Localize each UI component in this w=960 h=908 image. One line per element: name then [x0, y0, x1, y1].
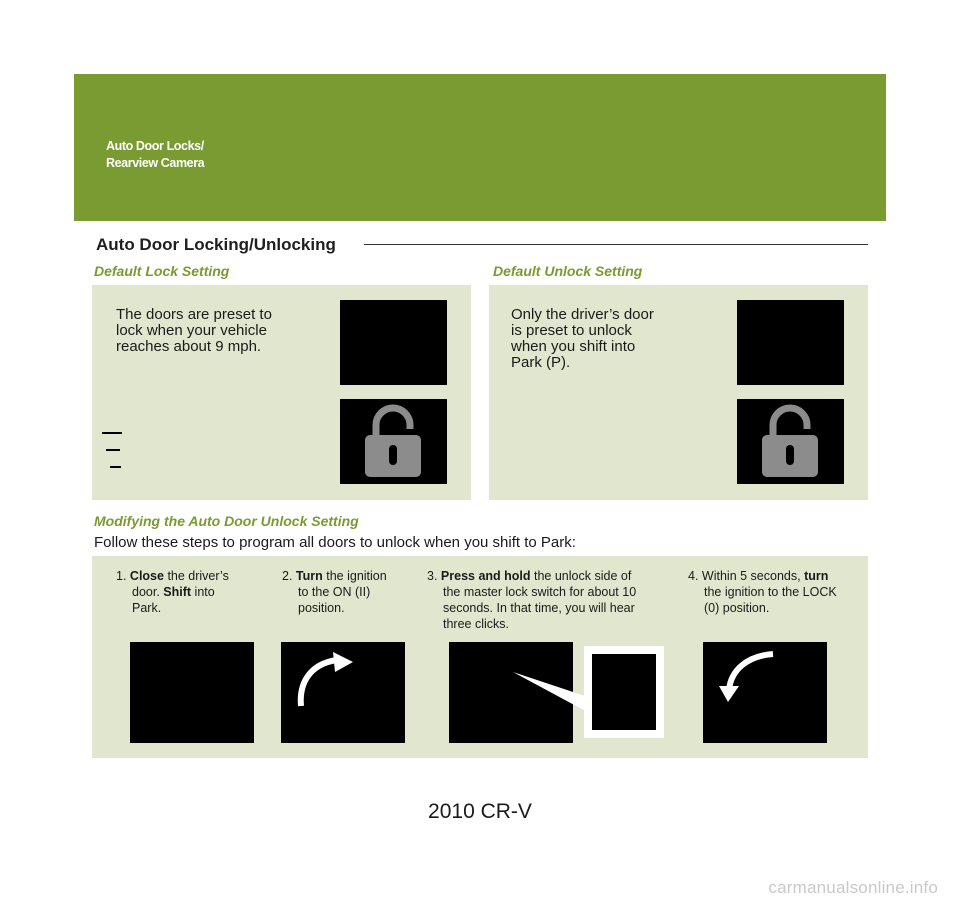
step-4-illustration [703, 642, 827, 743]
default-unlock-line4: Park (P). [511, 354, 571, 371]
step-2-num: 2. [282, 569, 293, 583]
default-lock-text [116, 307, 272, 355]
modify-intro: Follow these steps to program all doors to unlock when you shift to Park: [94, 534, 576, 551]
step-1 [116, 568, 266, 616]
section-tag [106, 138, 204, 172]
unlock-padlock-icon [759, 403, 821, 479]
curved-arrow-icon [713, 650, 783, 710]
switch-closeup-image [592, 654, 656, 730]
step-3-action: Press and hold [440, 569, 531, 583]
default-lock-line3: reaches about 9 mph. [116, 338, 262, 355]
modify-heading: Modifying the Auto Door Unlock Setting [94, 513, 359, 529]
default-lock-line2: lock when your vehicle [116, 322, 267, 339]
step-1-num: 1. [116, 569, 127, 583]
step-1-line2-action: Shift [163, 585, 192, 599]
step-2-line2: to the ON (II) [298, 585, 371, 599]
default-lock-line1: The doors are preset to [116, 306, 272, 323]
switch-closeup-frame [584, 646, 664, 738]
lock-illustration-top [340, 300, 447, 385]
step-2-action: Turn [295, 569, 323, 583]
step-4-pre: Within 5 seconds, [701, 569, 805, 583]
step-4 [688, 568, 868, 616]
default-unlock-line1: Only the driver’s door [511, 306, 654, 323]
step-4-action: turn [804, 569, 829, 583]
step-4-line2: the ignition to the LOCK [704, 585, 837, 599]
step-2-line3: position. [298, 601, 345, 615]
default-unlock-line2: is preset to unlock [511, 322, 632, 339]
step-1-line3: Park. [132, 601, 162, 615]
default-unlock-line3: when you shift into [511, 338, 636, 355]
lock-illustration-bottom [340, 399, 447, 484]
step-4-line3: (0) position. [704, 601, 770, 615]
step-2 [282, 568, 422, 616]
step-2-text: the ignition [322, 569, 387, 583]
step-1-illustration [130, 642, 254, 743]
step-1-action: Close [129, 569, 164, 583]
motion-dash-2 [106, 449, 120, 451]
model-name: 2010 CR-V [428, 800, 532, 823]
section-tag-line1: Auto Door Locks/ [106, 139, 204, 153]
step-3-line4: three clicks. [443, 617, 509, 631]
watermark: carmanualsonline.info [768, 878, 938, 897]
unlock-illustration-bottom [737, 399, 844, 484]
step-3 [427, 568, 677, 632]
step-3-num: 3. [427, 569, 438, 583]
default-lock-heading: Default Lock Setting [94, 263, 230, 279]
default-unlock-heading: Default Unlock Setting [493, 263, 643, 279]
step-1-line2-rest: into [191, 585, 215, 599]
unlock-padlock-icon [362, 403, 424, 479]
page-title: Auto Door Locking/Unlocking [96, 235, 336, 254]
default-unlock-text [511, 307, 654, 371]
step-2-illustration [281, 642, 405, 743]
step-1-text: the driver’s [163, 569, 229, 583]
curved-arrow-icon [291, 650, 361, 710]
step-4-num: 4. [688, 569, 699, 583]
callout-pointer [513, 668, 593, 716]
step-1-line2-pre: door. [132, 585, 164, 599]
step-3-line3: seconds. In that time, you will hear [443, 601, 635, 615]
motion-dash-3 [110, 466, 121, 468]
motion-dash-1 [102, 432, 122, 434]
section-tag-line2: Rearview Camera [106, 156, 205, 170]
step-3-line2: the master lock switch for about 10 [443, 585, 637, 599]
heading-rule [364, 244, 868, 245]
unlock-illustration-top [737, 300, 844, 385]
step-3-text: the unlock side of [530, 569, 632, 583]
